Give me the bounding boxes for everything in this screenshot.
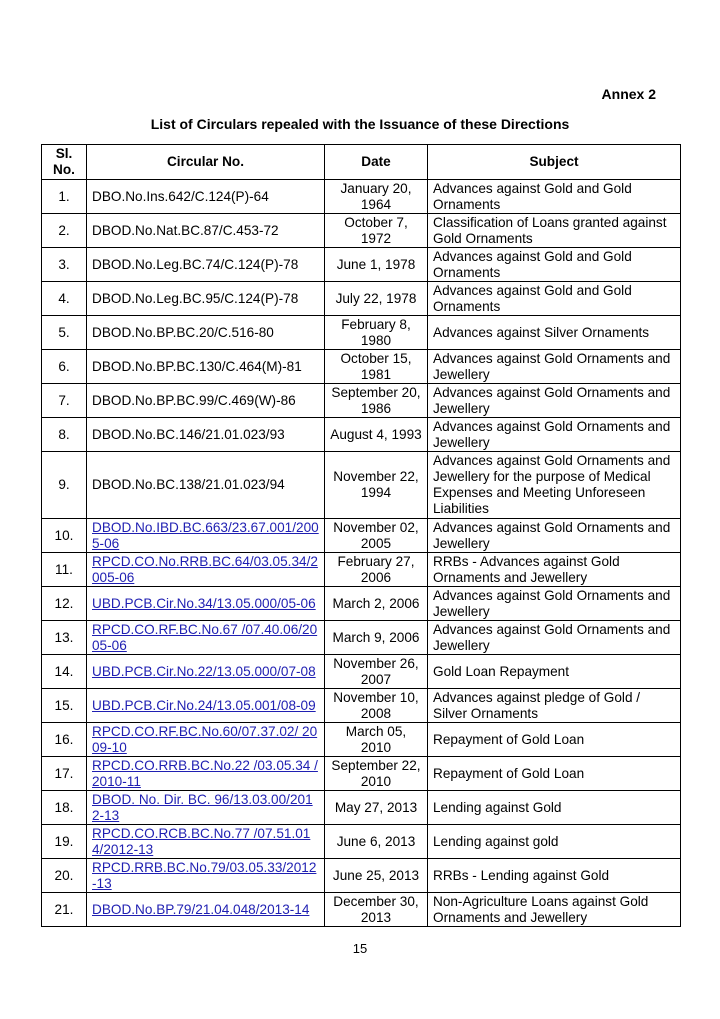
- cell-circular-no: DBOD.No.BP.BC.20/C.516-80: [87, 316, 325, 350]
- cell-sl-no: 21.: [42, 893, 87, 927]
- page-number: 15: [352, 941, 368, 956]
- cell-circular-no: [87, 723, 325, 757]
- cell-circular-no: [87, 791, 325, 825]
- cell-circular-no: [87, 553, 325, 587]
- cell-circular-no: [87, 757, 325, 791]
- cell-circular-no: DBOD.No.BP.BC.130/C.464(M)-81: [87, 350, 325, 384]
- cell-sl-no: 17.: [42, 757, 87, 791]
- table-row: [42, 825, 681, 859]
- cell-date: August 4, 1993: [325, 418, 428, 452]
- table-row: [42, 282, 681, 316]
- cell-circular-no: DBO.No.Ins.642/C.124(P)-64: [87, 180, 325, 214]
- table-row: [42, 519, 681, 553]
- column-header-sl-no: Sl. No.: [42, 145, 87, 180]
- table-row: [42, 418, 681, 452]
- table-row: [42, 587, 681, 621]
- cell-date: November 02, 2005: [325, 519, 428, 553]
- circular-link[interactable]: RPCD.CO.RCB.BC.No.77 /07.51.014/2012-13: [92, 825, 311, 857]
- table-row: [42, 859, 681, 893]
- cell-circular-no: DBOD.No.Leg.BC.95/C.124(P)-78: [87, 282, 325, 316]
- cell-date: May 27, 2013: [325, 791, 428, 825]
- cell-subject: Advances against Silver Ornaments: [428, 316, 681, 350]
- table-header-row: [42, 145, 681, 180]
- cell-sl-no: 13.: [42, 621, 87, 655]
- cell-date: October 7, 1972: [325, 214, 428, 248]
- cell-date: July 22, 1978: [325, 282, 428, 316]
- cell-sl-no: 5.: [42, 316, 87, 350]
- cell-circular-no: DBOD.No.BC.138/21.01.023/94: [87, 452, 325, 519]
- cell-circular-no: [87, 655, 325, 689]
- cell-subject: RRBs - Advances against Gold Ornaments and Jewellery: [428, 553, 681, 587]
- cell-date: March 2, 2006: [325, 587, 428, 621]
- circular-link[interactable]: UBD.PCB.Cir.No.34/13.05.000/05-06: [92, 595, 316, 611]
- circulars-table: [41, 144, 681, 927]
- cell-subject: Non-Agriculture Loans against Gold Ornaments and Jewellery: [428, 893, 681, 927]
- cell-sl-no: 3.: [42, 248, 87, 282]
- table-row: [42, 655, 681, 689]
- circular-link[interactable]: UBD.PCB.Cir.No.22/13.05.000/07-08: [92, 663, 316, 679]
- cell-sl-no: 1.: [42, 180, 87, 214]
- cell-subject: Classification of Loans granted against Gold Ornaments: [428, 214, 681, 248]
- cell-date: November 22, 1994: [325, 452, 428, 519]
- cell-subject: Advances against Gold Ornaments and Jewellery: [428, 519, 681, 553]
- cell-circular-no: [87, 519, 325, 553]
- column-header-circular-no: Circular No.: [87, 145, 325, 180]
- table-row: [42, 723, 681, 757]
- cell-date: June 6, 2013: [325, 825, 428, 859]
- cell-date: December 30, 2013: [325, 893, 428, 927]
- table-row: [42, 350, 681, 384]
- circular-link[interactable]: RPCD.RRB.BC.No.79/03.05.33/2012-13: [92, 859, 317, 891]
- cell-date: September 22, 2010: [325, 757, 428, 791]
- cell-subject: RRBs - Lending against Gold: [428, 859, 681, 893]
- table-row: [42, 553, 681, 587]
- cell-subject: Lending against gold: [428, 825, 681, 859]
- cell-subject: Repayment of Gold Loan: [428, 723, 681, 757]
- circular-link[interactable]: RPCD.CO.RF.BC.No.67 /07.40.06/2005-06: [92, 621, 318, 653]
- cell-sl-no: 19.: [42, 825, 87, 859]
- page-title: List of Circulars repealed with the Issuance of these Directions: [150, 116, 570, 132]
- cell-sl-no: 11.: [42, 553, 87, 587]
- cell-sl-no: 6.: [42, 350, 87, 384]
- cell-sl-no: 20.: [42, 859, 87, 893]
- circular-link[interactable]: DBOD.No.IBD.BC.663/23.67.001/2005-06: [92, 519, 319, 551]
- circular-link[interactable]: RPCD.CO.RF.BC.No.60/07.37.02/ 2009-10: [92, 723, 318, 755]
- column-header-date: Date: [325, 145, 428, 180]
- cell-circular-no: [87, 893, 325, 927]
- table-body: [42, 180, 681, 927]
- cell-subject: Repayment of Gold Loan: [428, 757, 681, 791]
- cell-sl-no: 7.: [42, 384, 87, 418]
- cell-date: June 25, 2013: [325, 859, 428, 893]
- cell-sl-no: 10.: [42, 519, 87, 553]
- cell-sl-no: 12.: [42, 587, 87, 621]
- cell-sl-no: 2.: [42, 214, 87, 248]
- cell-date: October 15, 1981: [325, 350, 428, 384]
- cell-sl-no: 18.: [42, 791, 87, 825]
- table-row: [42, 757, 681, 791]
- cell-date: March 9, 2006: [325, 621, 428, 655]
- cell-date: January 20, 1964: [325, 180, 428, 214]
- table-row: [42, 621, 681, 655]
- circular-link[interactable]: RPCD.CO.No.RRB.BC.64/03.05.34/2005-06: [92, 553, 318, 585]
- cell-subject: Advances against Gold and Gold Ornaments: [428, 248, 681, 282]
- cell-subject: Advances against Gold Ornaments and Jewellery: [428, 384, 681, 418]
- cell-subject: Advances against pledge of Gold / Silver Ornaments: [428, 689, 681, 723]
- annex-label: Annex 2: [601, 86, 656, 102]
- cell-circular-no: DBOD.No.Nat.BC.87/C.453-72: [87, 214, 325, 248]
- table-row: [42, 791, 681, 825]
- cell-date: February 8, 1980: [325, 316, 428, 350]
- table-row: [42, 180, 681, 214]
- table-row: [42, 248, 681, 282]
- table-row: [42, 893, 681, 927]
- cell-subject: Gold Loan Repayment: [428, 655, 681, 689]
- circular-link[interactable]: DBOD. No. Dir. BC. 96/13.03.00/2012-13: [92, 791, 313, 823]
- cell-subject: Advances against Gold Ornaments and Jewellery: [428, 350, 681, 384]
- circular-link[interactable]: RPCD.CO.RRB.BC.No.22 /03.05.34 /2010-11: [92, 757, 318, 789]
- cell-subject: Advances against Gold Ornaments and Jewellery: [428, 418, 681, 452]
- cell-circular-no: DBOD.No.BP.BC.99/C.469(W)-86: [87, 384, 325, 418]
- table-row: [42, 214, 681, 248]
- cell-date: February 27, 2006: [325, 553, 428, 587]
- cell-sl-no: 16.: [42, 723, 87, 757]
- table-row: [42, 384, 681, 418]
- cell-date: March 05, 2010: [325, 723, 428, 757]
- cell-circular-no: [87, 587, 325, 621]
- cell-subject: Advances against Gold Ornaments and Jewellery: [428, 621, 681, 655]
- cell-sl-no: 8.: [42, 418, 87, 452]
- cell-date: June 1, 1978: [325, 248, 428, 282]
- cell-circular-no: DBOD.No.Leg.BC.74/C.124(P)-78: [87, 248, 325, 282]
- cell-sl-no: 4.: [42, 282, 87, 316]
- cell-circular-no: [87, 825, 325, 859]
- cell-sl-no: 14.: [42, 655, 87, 689]
- cell-date: November 10, 2008: [325, 689, 428, 723]
- cell-subject: Lending against Gold: [428, 791, 681, 825]
- column-header-subject: Subject: [428, 145, 681, 180]
- cell-sl-no: 9.: [42, 452, 87, 519]
- cell-subject: Advances against Gold Ornaments and Jewellery: [428, 587, 681, 621]
- cell-circular-no: [87, 621, 325, 655]
- cell-subject: Advances against Gold and Gold Ornaments: [428, 282, 681, 316]
- circular-link[interactable]: DBOD.No.BP.79/21.04.048/2013-14: [92, 901, 310, 917]
- cell-subject: Advances against Gold and Gold Ornaments: [428, 180, 681, 214]
- cell-circular-no: [87, 859, 325, 893]
- cell-sl-no: 15.: [42, 689, 87, 723]
- table-row: [42, 452, 681, 519]
- circular-link[interactable]: UBD.PCB.Cir.No.24/13.05.001/08-09: [92, 697, 316, 713]
- cell-date: November 26, 2007: [325, 655, 428, 689]
- table-row: [42, 689, 681, 723]
- table-row: [42, 316, 681, 350]
- cell-date: September 20, 1986: [325, 384, 428, 418]
- cell-subject: Advances against Gold Ornaments and Jewellery for the purpose of Medical Expenses and Meeting Unforeseen Liabilities: [428, 452, 681, 519]
- cell-circular-no: DBOD.No.BC.146/21.01.023/93: [87, 418, 325, 452]
- cell-circular-no: [87, 689, 325, 723]
